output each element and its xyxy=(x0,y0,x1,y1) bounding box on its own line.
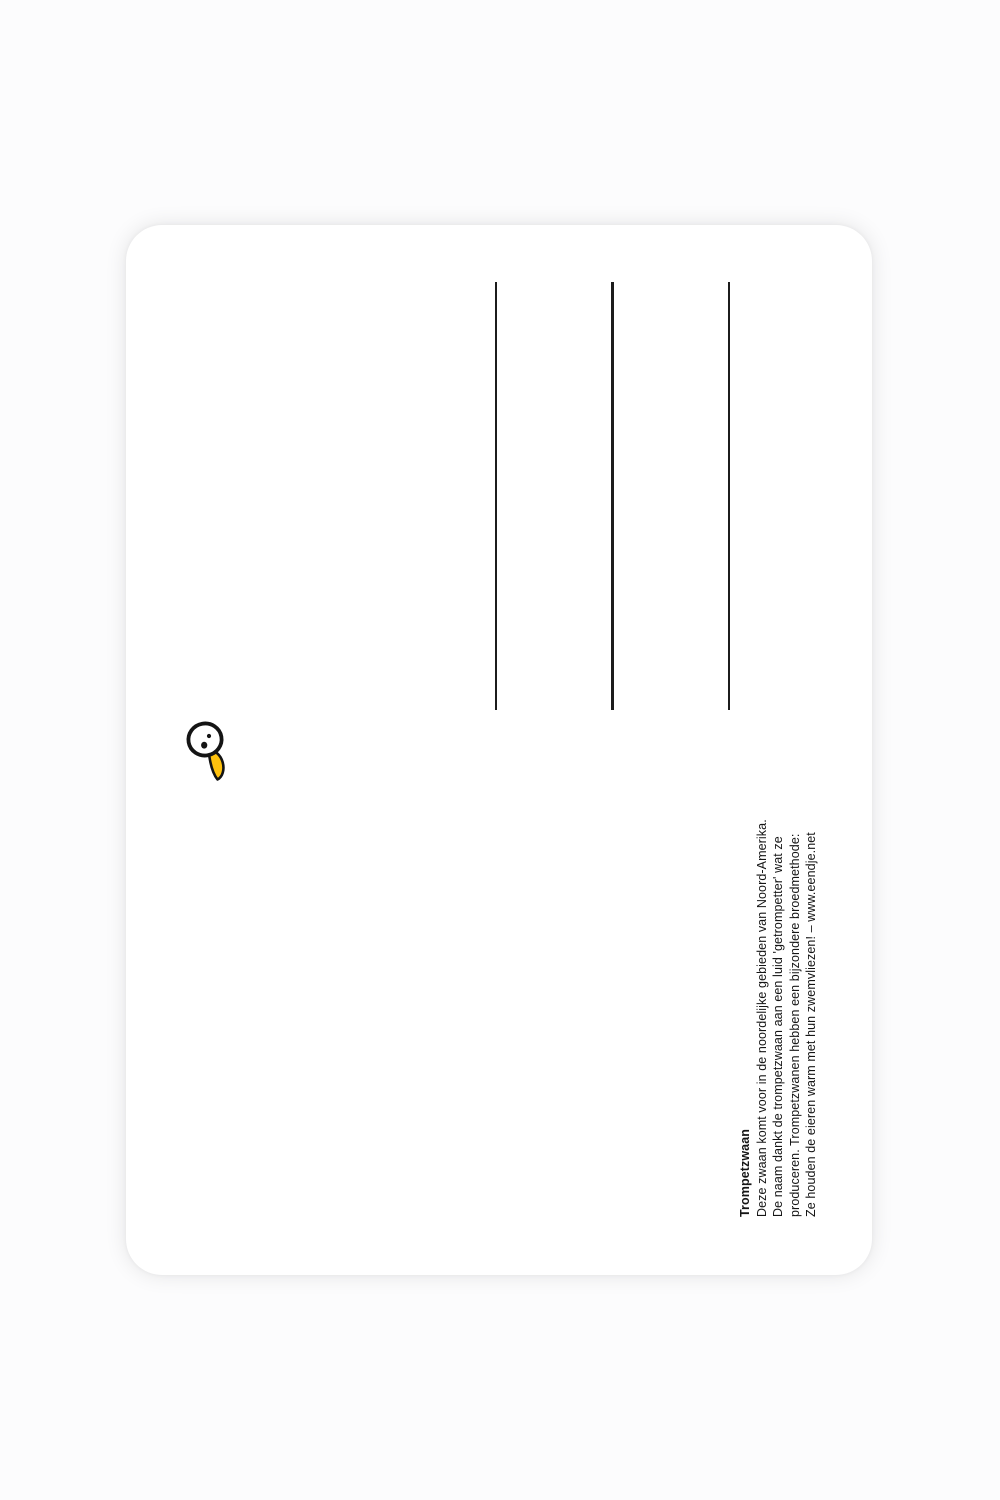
duck-head-icon xyxy=(186,721,224,758)
address-line-2 xyxy=(611,282,614,710)
duck-eye-large-icon xyxy=(201,742,207,749)
address-line-1 xyxy=(495,282,498,710)
duckling-icon xyxy=(180,716,238,790)
duck-eye-small-icon xyxy=(207,734,211,738)
species-description-line-2: De naam dankt de trompetzwaan aan een luid 'getrompetter' wat ze xyxy=(771,836,785,1217)
species-info-block xyxy=(737,817,823,1217)
species-description-line-3: produceren. Trompetzwanen hebben een bijzondere broedmethode: xyxy=(787,833,802,1217)
species-description-line-1: Deze zwaan komt voor in de noordelijke gebieden van Noord-Amerika. xyxy=(754,819,769,1217)
species-description-line-4: Ze houden de eieren warm met hun zwemvliezen! – www.eendje.net xyxy=(804,832,818,1217)
species-title: Trompetzwaan xyxy=(738,1128,752,1217)
postcard-back xyxy=(126,225,872,1275)
address-line-3 xyxy=(728,282,731,710)
